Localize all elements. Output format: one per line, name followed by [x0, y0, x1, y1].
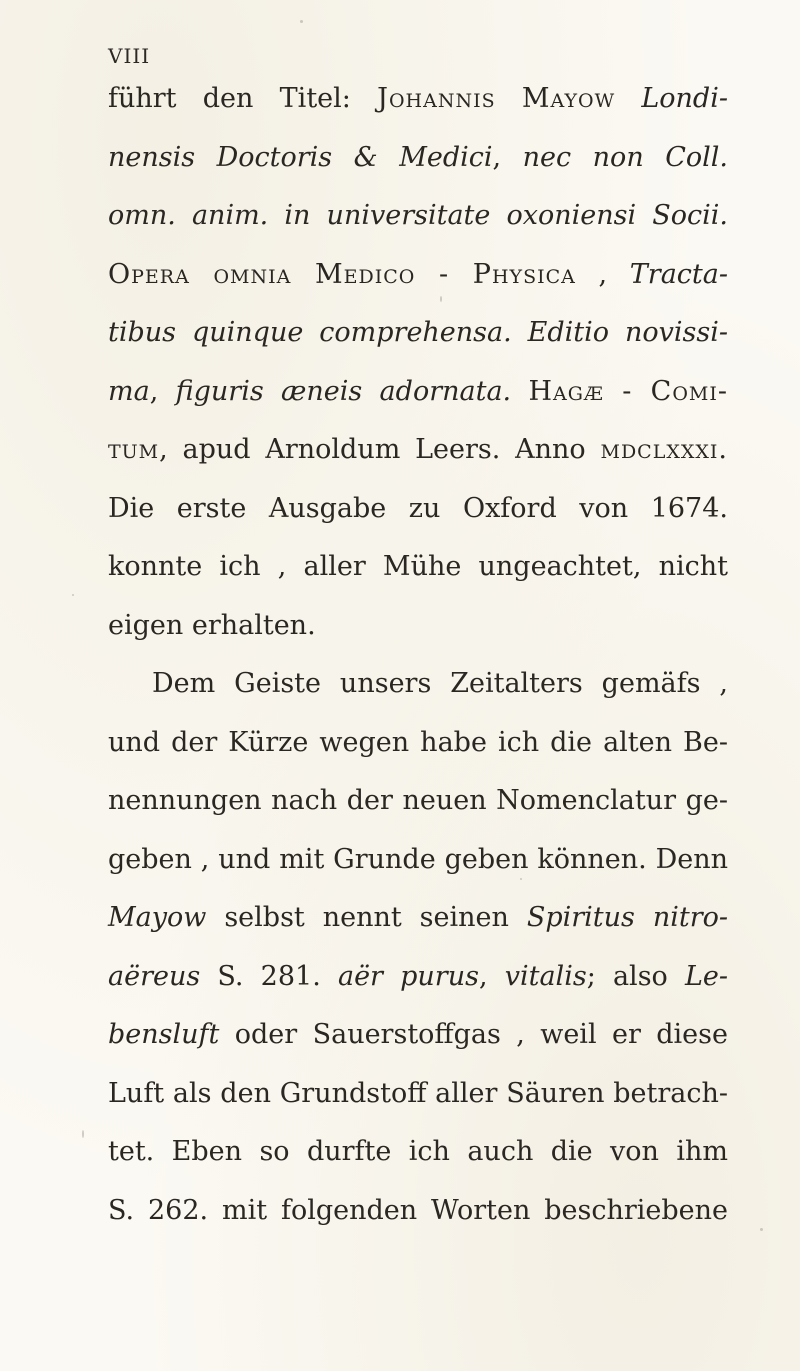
text-span: Luft als den Grundstoff aller Säuren betrach- — [108, 1077, 728, 1109]
text-line — [108, 1006, 728, 1065]
text-span: selbst nennt seinen — [206, 902, 527, 933]
text-span: Londi- — [641, 83, 728, 114]
paper-speck — [300, 20, 303, 23]
text-span: eigen erhalten. — [108, 609, 316, 641]
text-span: , — [149, 375, 176, 407]
text-span: aëreus — [108, 960, 201, 992]
text-line — [108, 889, 728, 948]
text-span: , — [575, 258, 630, 290]
text-span: S. 281. — [200, 960, 338, 992]
text-span: ; also — [586, 960, 685, 992]
text-span: nec non Coll. — [522, 141, 728, 173]
text-line — [108, 655, 728, 714]
text-span: Hagæ - Comi- — [528, 375, 728, 407]
text-span: ma — [108, 375, 150, 407]
text-span: führt den Titel: — [108, 83, 378, 114]
text-line — [108, 480, 728, 539]
text-span: vitalis — [504, 960, 587, 992]
text-line — [108, 304, 728, 363]
text-span — [615, 83, 641, 114]
text-line — [108, 1182, 728, 1241]
text-span: Mayow — [108, 902, 207, 933]
text-span: Dem Geiste unsers Zeitalters gemäfs , — [152, 668, 728, 699]
text-span: , — [478, 960, 505, 992]
text-span: und der Kürze wegen habe ich die alten Be- — [108, 726, 728, 758]
text-span: mdclxxxi. — [600, 434, 728, 465]
text-span: Die erste Ausgabe zu Oxford von 1674. — [108, 492, 728, 524]
text-span: omn. anim. in universitate oxoniensi Socii. — [108, 200, 728, 231]
paper-speck — [82, 1130, 84, 1138]
text-line — [108, 714, 728, 773]
paper-speck — [520, 878, 522, 880]
text-span: Johannis — [377, 83, 496, 114]
paper-speck — [440, 296, 442, 302]
text-line — [108, 831, 728, 890]
page-number: VIII — [108, 44, 151, 68]
text-span: figuris æneis adornata. — [175, 375, 512, 407]
text-span — [496, 83, 522, 114]
text-line — [108, 772, 728, 831]
text-span: Spiritus nitro- — [526, 902, 729, 933]
text-line — [108, 1065, 728, 1124]
text-span: , — [492, 141, 523, 173]
text-line — [108, 948, 728, 1007]
text-line — [108, 187, 728, 246]
text-line — [108, 597, 728, 656]
text-line — [108, 538, 728, 597]
text-span: Tracta- — [629, 258, 728, 290]
text-span: Opera omnia Medico - Physica — [108, 258, 576, 290]
text-line — [108, 1123, 728, 1182]
text-span: oder Sauerstoffgas , weil er diese — [219, 1019, 728, 1050]
text-span: bensluft — [108, 1019, 220, 1050]
paper-speck — [760, 1228, 763, 1231]
text-span: tibus quinque comprehensa. Editio novissi- — [108, 317, 728, 348]
text-span: tet. Eben so durfte ich auch die von ihm — [108, 1136, 728, 1167]
text-line — [108, 129, 728, 188]
text-span: , apud Arnoldum Leers. Anno — [159, 434, 601, 465]
body-text — [108, 70, 728, 1240]
text-line — [108, 421, 728, 480]
text-span: nennungen nach der neuen Nomenclatur ge- — [108, 785, 728, 816]
text-span: S. 262. mit folgenden Worten beschriebene — [108, 1194, 728, 1226]
paper-speck — [72, 594, 74, 596]
text-span: aër purus — [337, 960, 479, 992]
text-span: Mayow — [521, 83, 616, 114]
text-span: geben , und mit Grunde geben können. Denn — [108, 843, 728, 875]
text-span: nensis Doctoris & Medici — [108, 141, 493, 173]
text-span: Le- — [684, 960, 729, 992]
text-span: konnte ich , aller Mühe ungeachtet, nicht — [108, 551, 728, 582]
text-span: tum — [108, 434, 160, 465]
text-span — [511, 376, 528, 407]
text-line — [108, 246, 728, 305]
text-line — [108, 363, 728, 422]
text-line — [108, 70, 728, 129]
